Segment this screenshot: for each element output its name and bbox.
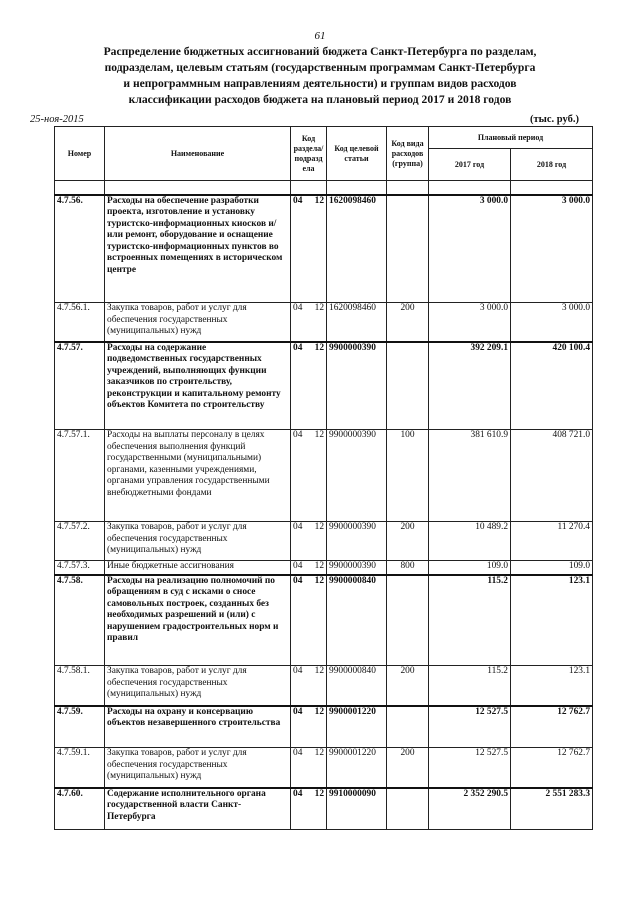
row-target-code: 9900000840 [327, 666, 387, 706]
header-number: Номер [55, 127, 105, 181]
row-amount-2018: 123.1 [511, 575, 593, 666]
table-row [55, 303, 593, 342]
row-amount-2017: 3 000.0 [429, 195, 511, 303]
table-row [55, 748, 593, 788]
row-target-code: 1620098460 [327, 303, 387, 342]
row-name: Содержание исполнительного органа государственной власти Санкт-Петербурга [105, 788, 291, 830]
row-name: Расходы на содержание подведомственных государственных учреждений, выполняющих функции заказчиков по строительству, реконструкции и капитальному ремонту объектов Комитета по строительству [105, 342, 291, 430]
row-amount-2018: 420 100.4 [511, 342, 593, 430]
row-amount-2017: 10 489.2 [429, 522, 511, 561]
row-target-code: 1620098460 [327, 195, 387, 303]
row-number: 4.7.59. [55, 706, 105, 748]
row-name: Расходы на охрану и консервацию объектов незавершенного строительства [105, 706, 291, 748]
row-expense-code [387, 788, 429, 830]
document-title [60, 44, 580, 108]
row-number: 4.7.56. [55, 195, 105, 303]
row-section-code [291, 666, 327, 706]
header-2017: 2017 год [429, 149, 511, 181]
table-body [55, 195, 593, 830]
row-name: Закупка товаров, работ и услуг для обеспечения государственных (муниципальных) нужд [105, 666, 291, 706]
row-subsection: 12 [314, 430, 324, 440]
row-section: 04 [293, 195, 303, 206]
row-subsection: 12 [314, 666, 324, 676]
row-expense-code: 800 [387, 561, 429, 575]
row-subsection: 12 [314, 561, 324, 571]
row-section: 04 [293, 303, 303, 313]
row-name: Иные бюджетные ассигнования [105, 561, 291, 575]
header-spacer [55, 181, 105, 195]
row-number: 4.7.59.1. [55, 748, 105, 788]
row-amount-2018: 3 000.0 [511, 303, 593, 342]
row-number: 4.7.56.1. [55, 303, 105, 342]
row-amount-2018: 11 270.4 [511, 522, 593, 561]
row-amount-2017: 12 527.5 [429, 748, 511, 788]
header-name: Наименование [105, 127, 291, 181]
row-name: Расходы на реализацию полномочий по обращениям в суд с исками о сносе самовольных построек, созданных без необходимых разрешений и (или) с нарушением градостроительных норм и правил [105, 575, 291, 666]
row-target-code: 9900000390 [327, 561, 387, 575]
document-date: 25-ноя-2015 [30, 114, 84, 125]
row-name: Расходы на выплаты персоналу в целях обеспечения выполнения функций государственными (муниципальными) органами, казенными учреждениями, органами управления государственными внебюджетными фондами [105, 430, 291, 522]
row-subsection: 12 [314, 575, 324, 586]
row-number: 4.7.60. [55, 788, 105, 830]
page-number: 61 [314, 30, 326, 42]
row-section-code [291, 706, 327, 748]
row-section-code [291, 342, 327, 430]
row-amount-2018: 12 762.7 [511, 748, 593, 788]
row-amount-2017: 12 527.5 [429, 706, 511, 748]
row-name: Расходы на обеспечение разработки проекта, изготовление и установку туристско-информационных киосков и/или ремонт, оборудование и оснащение туристско-информационных пунктов во встроенных помещениях в историческом центре [105, 195, 291, 303]
row-target-code: 9900000390 [327, 522, 387, 561]
row-section-code [291, 195, 327, 303]
header-spacer [511, 181, 593, 195]
table-row [55, 522, 593, 561]
header-spacer [327, 181, 387, 195]
row-number: 4.7.58. [55, 575, 105, 666]
row-name: Закупка товаров, работ и услуг для обеспечения государственных (муниципальных) нужд [105, 522, 291, 561]
row-expense-code: 200 [387, 666, 429, 706]
row-section-code [291, 561, 327, 575]
row-target-code: 9900000390 [327, 430, 387, 522]
row-target-code: 9900001220 [327, 706, 387, 748]
row-target-code: 9900001220 [327, 748, 387, 788]
row-amount-2018: 2 551 283.3 [511, 788, 593, 830]
row-section-code [291, 788, 327, 830]
row-expense-code [387, 575, 429, 666]
row-amount-2017: 381 610.9 [429, 430, 511, 522]
title-line-3: и непрограммным направлениям деятельности) и группам видов расходов [123, 77, 517, 90]
row-expense-code [387, 706, 429, 748]
row-section: 04 [293, 706, 303, 717]
header-expense: Код вида расходов (группа) [387, 127, 429, 181]
header-spacer [387, 181, 429, 195]
row-expense-code: 200 [387, 522, 429, 561]
row-amount-2017: 115.2 [429, 666, 511, 706]
table-row [55, 430, 593, 522]
row-section: 04 [293, 430, 303, 440]
row-section-code [291, 430, 327, 522]
row-expense-code [387, 195, 429, 303]
row-expense-code: 200 [387, 748, 429, 788]
units-label: (тыс. руб.) [530, 114, 579, 125]
row-section: 04 [293, 342, 303, 353]
row-section: 04 [293, 522, 303, 532]
row-amount-2018: 12 762.7 [511, 706, 593, 748]
row-subsection: 12 [314, 522, 324, 532]
header-plan-period: Плановый период [429, 127, 593, 149]
row-name: Закупка товаров, работ и услуг для обеспечения государственных (муниципальных) нужд [105, 748, 291, 788]
row-amount-2018: 3 000.0 [511, 195, 593, 303]
table-row [55, 706, 593, 748]
header-spacer [429, 181, 511, 195]
row-target-code: 9910000090 [327, 788, 387, 830]
table-row [55, 561, 593, 575]
row-target-code: 9900000390 [327, 342, 387, 430]
row-amount-2017: 115.2 [429, 575, 511, 666]
row-expense-code: 100 [387, 430, 429, 522]
table-row [55, 788, 593, 830]
row-section: 04 [293, 575, 303, 586]
row-amount-2018: 123.1 [511, 666, 593, 706]
table-row [55, 342, 593, 430]
row-expense-code [387, 342, 429, 430]
row-expense-code: 200 [387, 303, 429, 342]
row-subsection: 12 [314, 788, 324, 799]
row-target-code: 9900000840 [327, 575, 387, 666]
table-row [55, 575, 593, 666]
table-row [55, 195, 593, 303]
row-amount-2018: 109.0 [511, 561, 593, 575]
row-amount-2018: 408 721.0 [511, 430, 593, 522]
row-subsection: 12 [314, 748, 324, 758]
row-section: 04 [293, 561, 303, 571]
row-number: 4.7.57.1. [55, 430, 105, 522]
header-target: Код целевой статьи [327, 127, 387, 181]
row-section-code [291, 303, 327, 342]
header-spacer [291, 181, 327, 195]
header-section: Код раздела/ подразд ела [291, 127, 327, 181]
row-section: 04 [293, 748, 303, 758]
row-subsection: 12 [314, 342, 324, 353]
row-name: Закупка товаров, работ и услуг для обеспечения государственных (муниципальных) нужд [105, 303, 291, 342]
title-line-2: подразделам, целевым статьям (государственным программам Санкт-Петербурга [104, 61, 536, 74]
header-spacer [105, 181, 291, 195]
row-subsection: 12 [314, 195, 324, 206]
title-line-4: классификации расходов бюджета на плановый период 2017 и 2018 годов [128, 93, 512, 106]
row-amount-2017: 392 209.1 [429, 342, 511, 430]
title-line-1: Распределение бюджетных ассигнований бюджета Санкт-Петербурга по разделам, [103, 45, 537, 58]
budget-table [54, 126, 593, 830]
row-section-code [291, 522, 327, 561]
header-2018: 2018 год [511, 149, 593, 181]
row-amount-2017: 109.0 [429, 561, 511, 575]
row-section-code [291, 748, 327, 788]
row-number: 4.7.57. [55, 342, 105, 430]
row-amount-2017: 3 000.0 [429, 303, 511, 342]
row-number: 4.7.57.3. [55, 561, 105, 575]
table-row [55, 666, 593, 706]
row-section: 04 [293, 788, 303, 799]
row-section-code [291, 575, 327, 666]
row-subsection: 12 [314, 303, 324, 313]
row-amount-2017: 2 352 290.5 [429, 788, 511, 830]
row-subsection: 12 [314, 706, 324, 717]
row-section: 04 [293, 666, 303, 676]
row-number: 4.7.58.1. [55, 666, 105, 706]
row-number: 4.7.57.2. [55, 522, 105, 561]
